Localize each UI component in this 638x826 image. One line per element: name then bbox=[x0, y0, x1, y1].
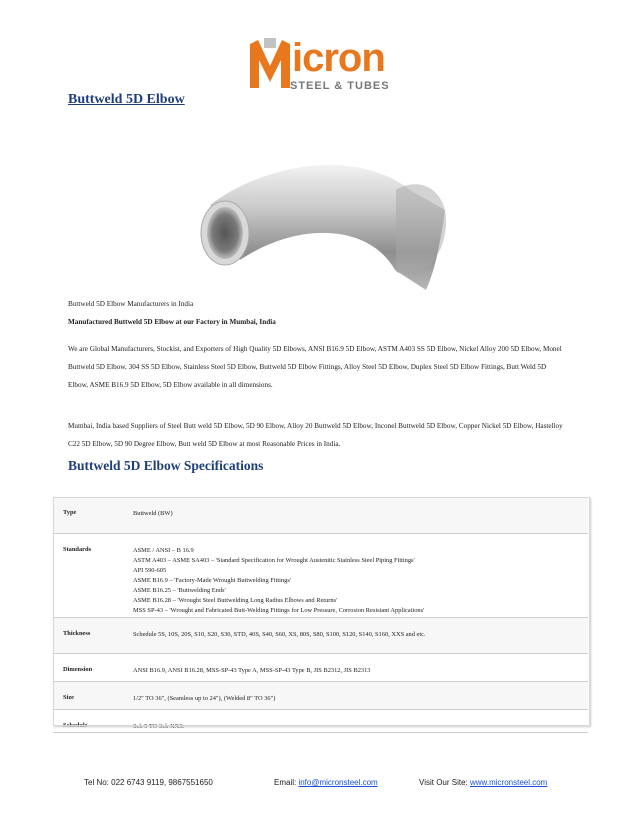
elbow-product-image bbox=[190, 150, 450, 300]
factory-heading-line: Manufactured Buttweld 5D Elbow at our Factory in Mumbai, India bbox=[68, 318, 276, 326]
footer-site-label: Visit Our Site: bbox=[419, 778, 470, 787]
footer-phone: Tel No: 022 6743 9119, 9867551650 bbox=[84, 778, 213, 787]
spec-label: Standards bbox=[53, 533, 133, 617]
footer-email-label: Email: bbox=[274, 778, 299, 787]
spec-value: Buttweld (BW) bbox=[133, 497, 588, 533]
spec-label: Schedule bbox=[53, 709, 133, 732]
specifications-title: Buttweld 5D Elbow Specifications bbox=[68, 458, 264, 473]
specifications-table bbox=[53, 497, 588, 733]
table-row bbox=[53, 653, 588, 681]
logo-m-mark bbox=[250, 38, 290, 88]
spec-label: Size bbox=[53, 681, 133, 709]
spec-label: Dimension bbox=[53, 653, 133, 681]
logo-subtitle: STEEL & TUBES bbox=[290, 80, 390, 92]
table-row bbox=[53, 617, 588, 653]
email-link[interactable]: info@micronsteel.com bbox=[298, 778, 378, 787]
logo-brand-text: icron bbox=[292, 36, 385, 80]
table-row bbox=[53, 709, 588, 732]
manufacturers-heading-line: Buttweld 5D Elbow Manufacturers in India bbox=[68, 300, 194, 308]
suppliers-paragraph: Mumbai, India based Suppliers of Steel Butt weld 5D Elbow, 5D 90 Elbow, Alloy 20 Buttweld 5D Elbow, Inconel Buttweld 5D Elbow, Copper Nickel 5D Elbow, Hastelloy C22 5D Elbow, 5D 90 Degree Elbow, Butt weld 5D Elbow at most Reasonable Prices in India. bbox=[68, 422, 563, 448]
footer-site bbox=[419, 778, 547, 787]
spec-label: Thickness bbox=[53, 617, 133, 653]
footer-email bbox=[274, 778, 378, 787]
spec-label: Type bbox=[53, 497, 133, 533]
spec-value: Sch 5 TO Sch XXS. bbox=[133, 709, 588, 732]
company-logo bbox=[250, 36, 410, 94]
spec-value: ASME / ANSI – B 16.9 ASTM A403 – ASME SA403 – 'Standard Specification for Wrought Austenitic Stainless Steel Piping Fittings' API 590-605 ASME B16.9 – 'Factory-Made Wrought Buttwelding Fittings' ASME B16.25 – 'Buttwelding Ends' ASME B16.28 – 'Wrought Steel Buttwelding Long Radius Elbows and Returns' MSS SP-43 – 'Wrought and Fabricated Butt-Welding Fittings for Low Pressure, Corrosion Resistant Applications' bbox=[133, 533, 588, 617]
website-link[interactable]: www.micronsteel.com bbox=[469, 778, 548, 787]
intro-paragraph: We are Global Manufacturers, Stockist, and Exporters of High Quality 5D Elbows, ANSI B16.9 5D Elbow, ASTM A403 SS 5D Elbow, Nickel Alloy 200 5D Elbow, Monel Buttweld 5D Elbow, 304 SS 5D Elbow, Stainless Steel 5D Elbow, Buttweld 5D Elbow Fittings, Alloy Steel 5D Elbow, Duplex Steel 5D Elbow Fittings, Butt Weld 5D Elbow, ASME B16.9 5D Elbow, 5D Elbow available in all dimensions. bbox=[68, 345, 562, 389]
table-row bbox=[53, 497, 588, 533]
table-row bbox=[53, 681, 588, 709]
spec-value: ANSI B16.9, ANSI B16.28, MSS-SP-43 Type A, MSS-SP-43 Type B, JIS B2312, JIS B2313 bbox=[133, 653, 588, 681]
table-row bbox=[53, 533, 588, 617]
spec-value: Schedule 5S, 10S, 20S, S10, S20, S30, STD, 40S, S40, S60, XS, 80S, S80, S100, S120, S140, S160, XXS and etc. bbox=[133, 617, 588, 653]
page-title: Buttweld 5D Elbow bbox=[68, 92, 185, 107]
spec-value: 1/2" TO 36", (Seamless up to 24"), (Welded 8" TO 36") bbox=[133, 681, 588, 709]
